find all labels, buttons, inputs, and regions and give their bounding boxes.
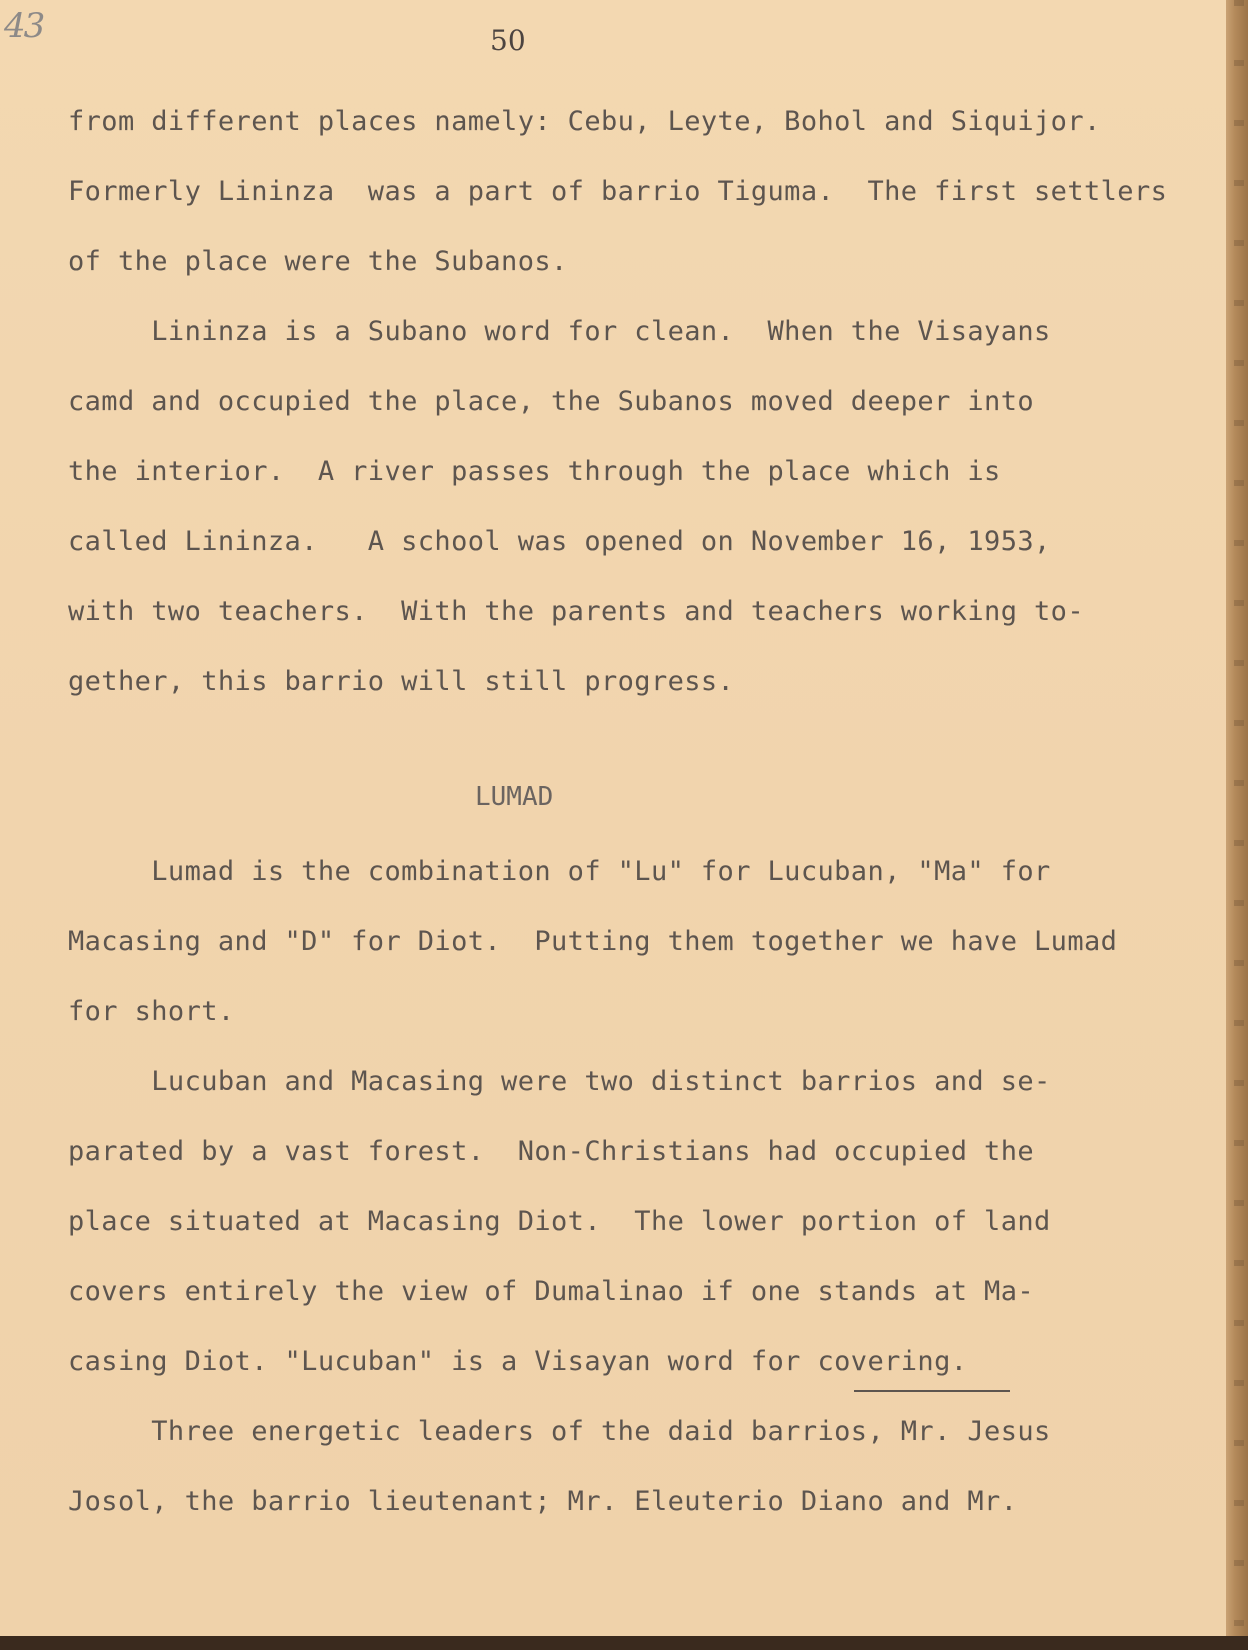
text-line: from different places namely: Cebu, Leyte, Bohol and Siquijor. [68, 106, 1101, 137]
page-number: 50 [490, 24, 526, 57]
text-line: casing Diot. "Lucuban" is a Visayan word for covering. [68, 1346, 968, 1377]
binding-marks [1234, 0, 1244, 1630]
covering-underline [854, 1390, 1010, 1392]
text-line: covers entirely the view of Dumalinao if one stands at Ma- [68, 1276, 1035, 1307]
text-line: for short. [68, 996, 235, 1027]
text-line: the interior. A river passes through the place which is [68, 456, 1001, 487]
text-line: Three energetic leaders of the daid barrios, Mr. Jesus [68, 1416, 1051, 1447]
text-line: Lumad is the combination of "Lu" for Lucuban, "Ma" for [68, 856, 1051, 887]
text-line: Lininza is a Subano word for clean. When the Visayans [68, 316, 1051, 347]
text-line: Macasing and "D" for Diot. Putting them together we have Lumad [68, 926, 1118, 957]
margin-page-note: 43 [4, 6, 44, 46]
text-line: of the place were the Subanos. [68, 246, 568, 277]
text-line: called Lininza. A school was opened on November 16, 1953, [68, 526, 1051, 557]
text-line: with two teachers. With the parents and teachers working to- [68, 596, 1084, 627]
scan-bottom-edge [0, 1636, 1248, 1650]
text-line: Lucuban and Macasing were two distinct barrios and se- [68, 1066, 1051, 1097]
text-line: Josol, the barrio lieutenant; Mr. Eleuterio Diano and Mr. [68, 1486, 1018, 1517]
section-heading: LUMAD [475, 782, 554, 812]
text-line: gether, this barrio will still progress. [68, 666, 735, 697]
text-line: Formerly Lininza was a part of barrio Tiguma. The first settlers [68, 176, 1168, 207]
text-line: parated by a vast forest. Non-Christians had occupied the [68, 1136, 1035, 1167]
text-line: place situated at Macasing Diot. The lower portion of land [68, 1206, 1051, 1237]
text-line: camd and occupied the place, the Subanos moved deeper into [68, 386, 1035, 417]
